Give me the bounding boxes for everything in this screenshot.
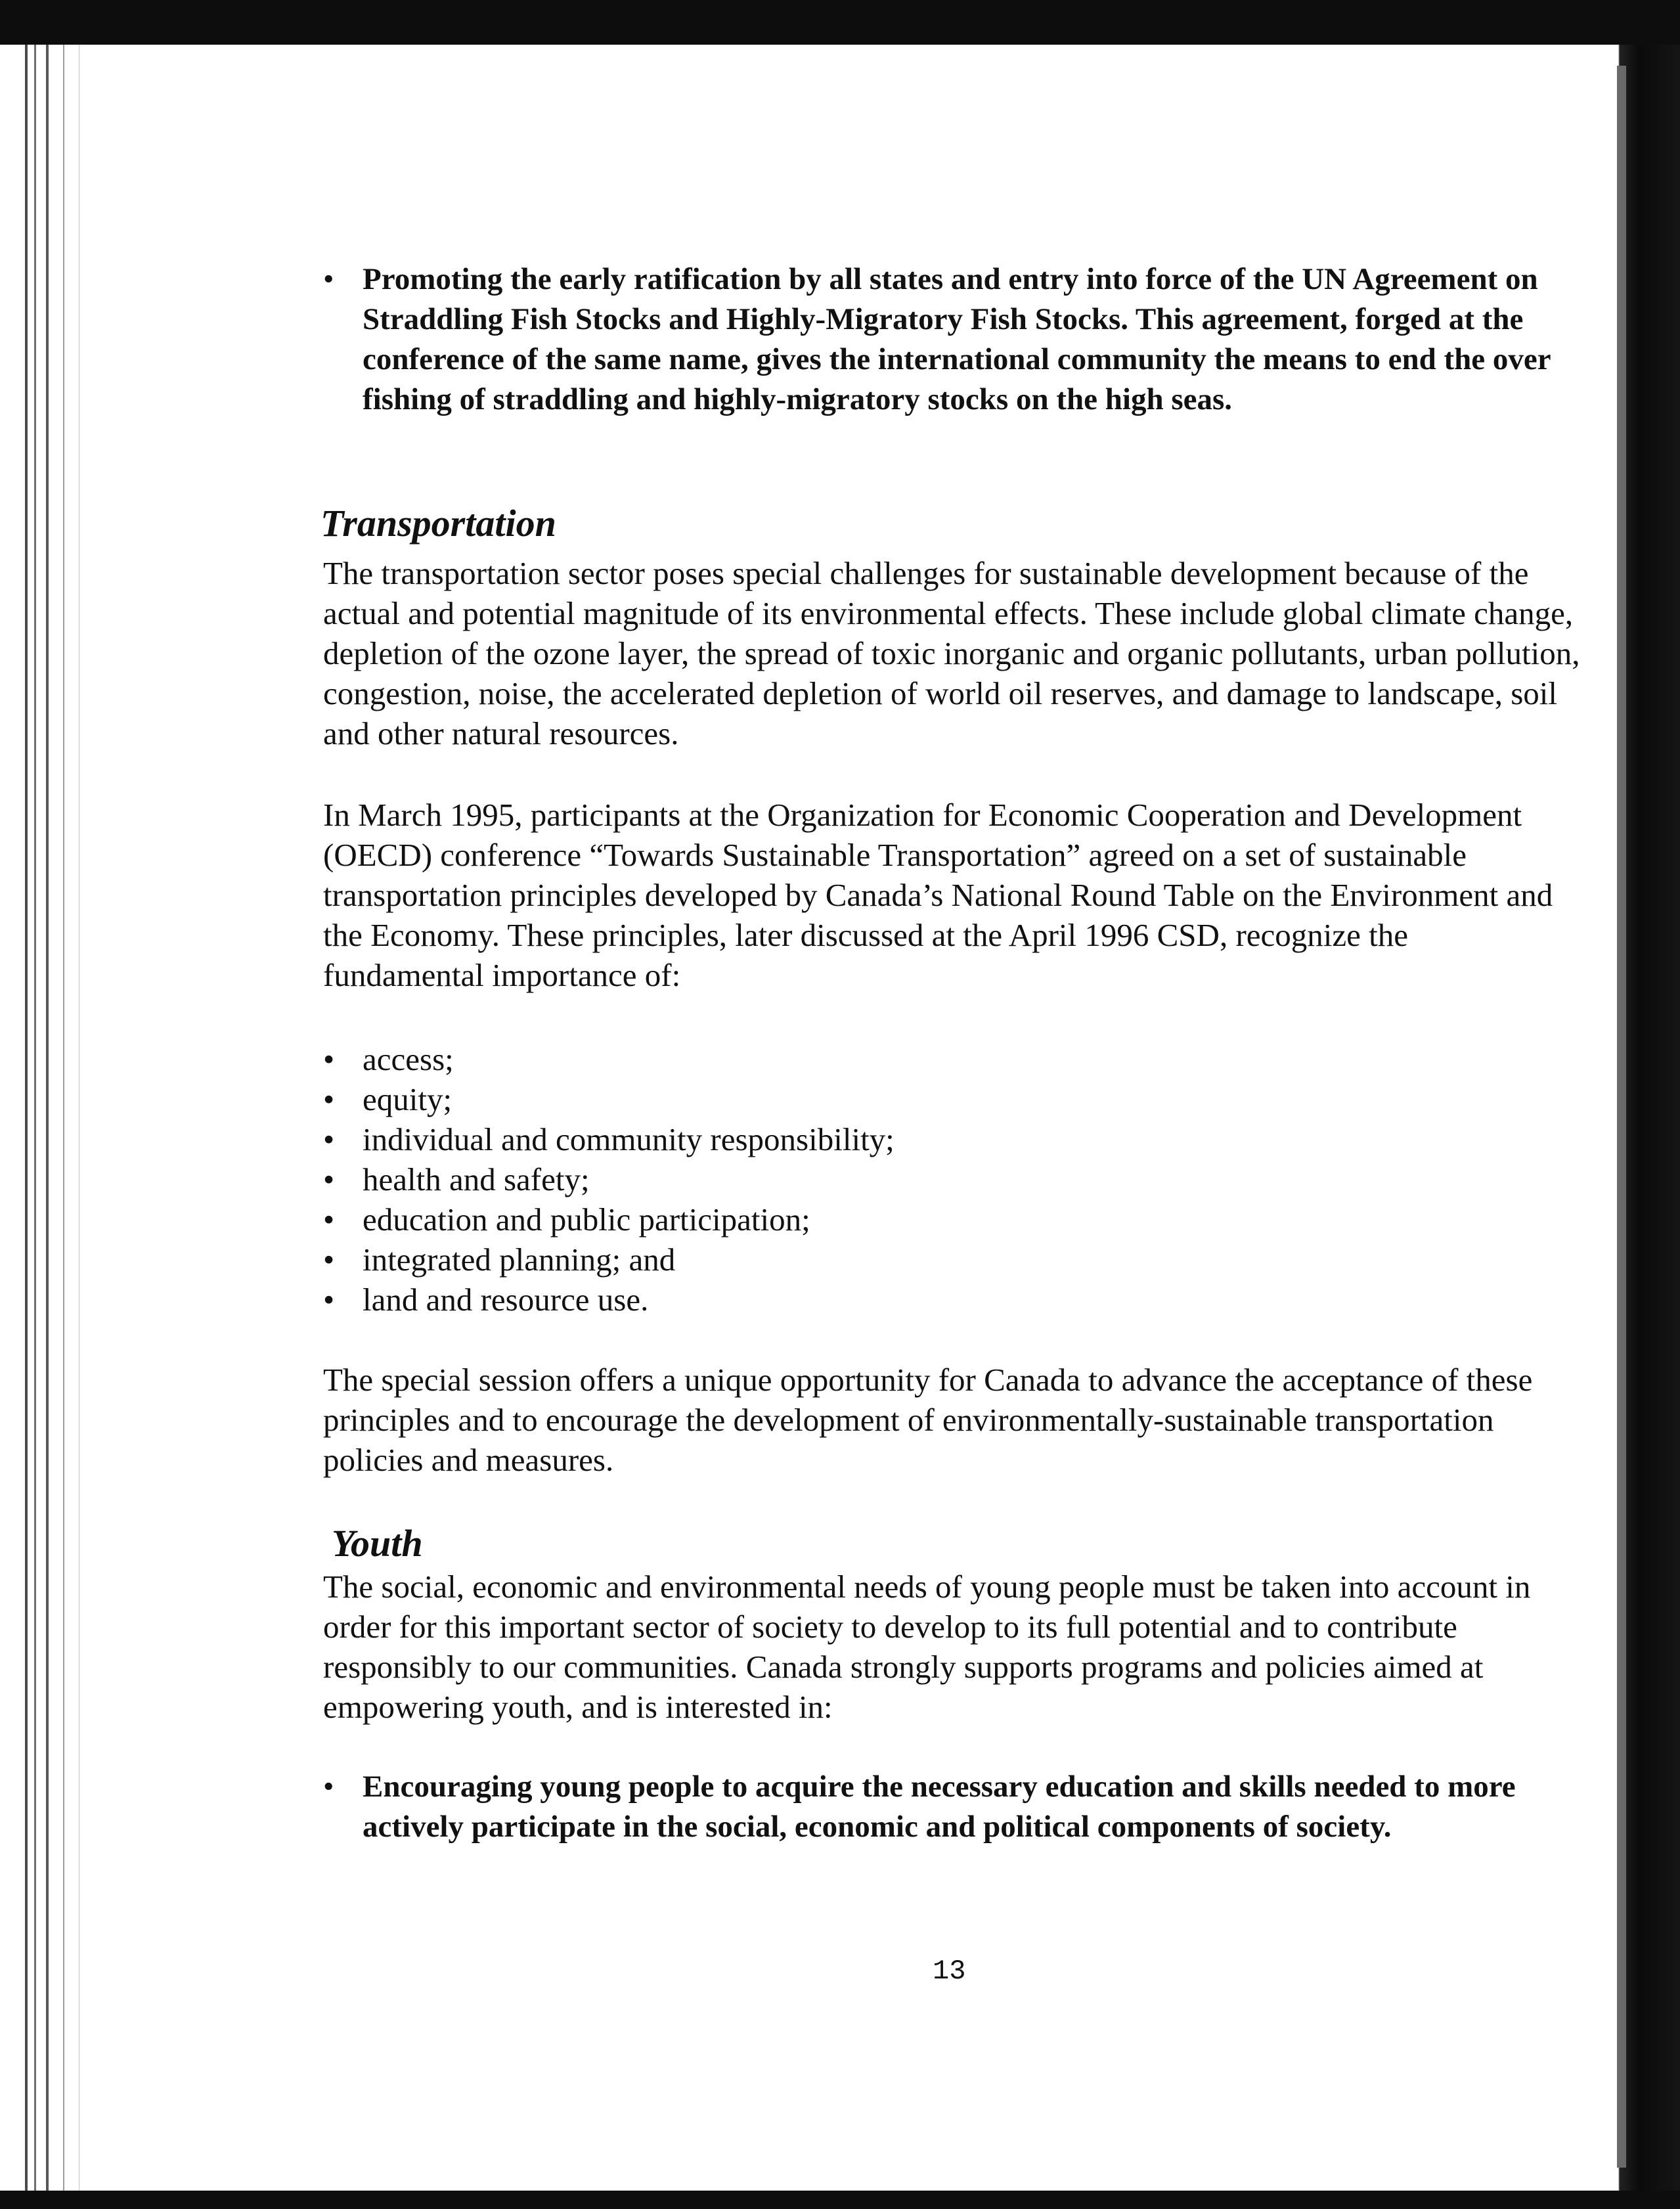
section-heading-youth: Youth xyxy=(332,1522,423,1565)
list-item-text: health and safety; xyxy=(363,1161,590,1197)
list-item-text: equity; xyxy=(363,1081,453,1117)
fish-stocks-bullet xyxy=(323,259,1558,420)
list-item-text: education and public participation; xyxy=(363,1201,810,1238)
list-item xyxy=(323,1119,1584,1159)
bullet-icon: • xyxy=(323,1282,335,1318)
list-item xyxy=(323,1079,1584,1119)
bullet-icon: • xyxy=(323,1161,335,1197)
list-item xyxy=(323,1159,1584,1199)
section-heading-transportation: Transportation xyxy=(321,502,556,545)
list-item-text: individual and community responsibility; xyxy=(363,1121,895,1157)
bullet-icon: • xyxy=(323,1201,335,1238)
bullet-icon: • xyxy=(323,262,334,296)
bullet-text: Encouraging young people to acquire the necessary education and skills needed to more actively participate in the social, economic and political components of society. xyxy=(363,1770,1516,1844)
transportation-paragraph-2: In March 1995, participants at the Organization for Economic Cooperation and Development (OECD) conference “Towards Sustainable Transportation” agreed on a set of sustainable transportation principles developed by Canada’s National Round Table on the Environment and the Economy. These principles, later discussed at the April 1996 CSD, recognize the fundamental importance of: xyxy=(323,797,1553,993)
youth-bullet xyxy=(323,1767,1584,1847)
page-number: 13 xyxy=(933,1955,966,1987)
list-item xyxy=(323,1239,1584,1280)
list-item-text: access; xyxy=(363,1041,454,1077)
bullet-icon: • xyxy=(323,1121,335,1157)
bullet-icon: • xyxy=(323,1081,335,1117)
bullet-icon: • xyxy=(323,1770,334,1804)
principles-list xyxy=(323,1039,1584,1320)
list-item xyxy=(323,1767,1584,1847)
list-item xyxy=(323,1280,1584,1320)
bullet-text: Promoting the early ratification by all states and entry into force of the UN Agreement on Straddling Fish Stocks and Highly-Migratory Fish Stocks. This agreement, forged at the conference of the same name, gives the international community the means to end the over fishing of straddling and highly-migratory stocks on the high seas. xyxy=(363,262,1551,416)
list-item xyxy=(323,1199,1584,1239)
list-item-text: integrated planning; and xyxy=(363,1241,676,1278)
list-item xyxy=(323,1039,1584,1079)
transportation-paragraph-1: The transportation sector poses special challenges for sustainable development because of the actual and potential magnitude of its environmental effects. These include global climate change, depletion of the ozone layer, the spread of toxic inorganic and organic pollutants, urban pollution, congestion, noise, the accelerated depletion of world oil reserves, and damage to landscape, soil and other natural resources. xyxy=(323,555,1580,751)
youth-paragraph-1: The social, economic and environmental needs of young people must be taken into account in order for this important sector of society to develop to its full potential and to contribute responsibly to our communities. Canada strongly supports programs and policies aimed at empowering youth, and is interested in: xyxy=(323,1569,1531,1725)
transportation-paragraph-3: The special session offers a unique opportunity for Canada to advance the acceptance of these principles and to encourage the development of environmentally-sustainable transportation policies and measures. xyxy=(323,1362,1533,1478)
list-item xyxy=(323,259,1558,420)
bullet-icon: • xyxy=(323,1041,335,1077)
list-item-text: land and resource use. xyxy=(363,1282,649,1318)
bullet-icon: • xyxy=(323,1241,335,1278)
